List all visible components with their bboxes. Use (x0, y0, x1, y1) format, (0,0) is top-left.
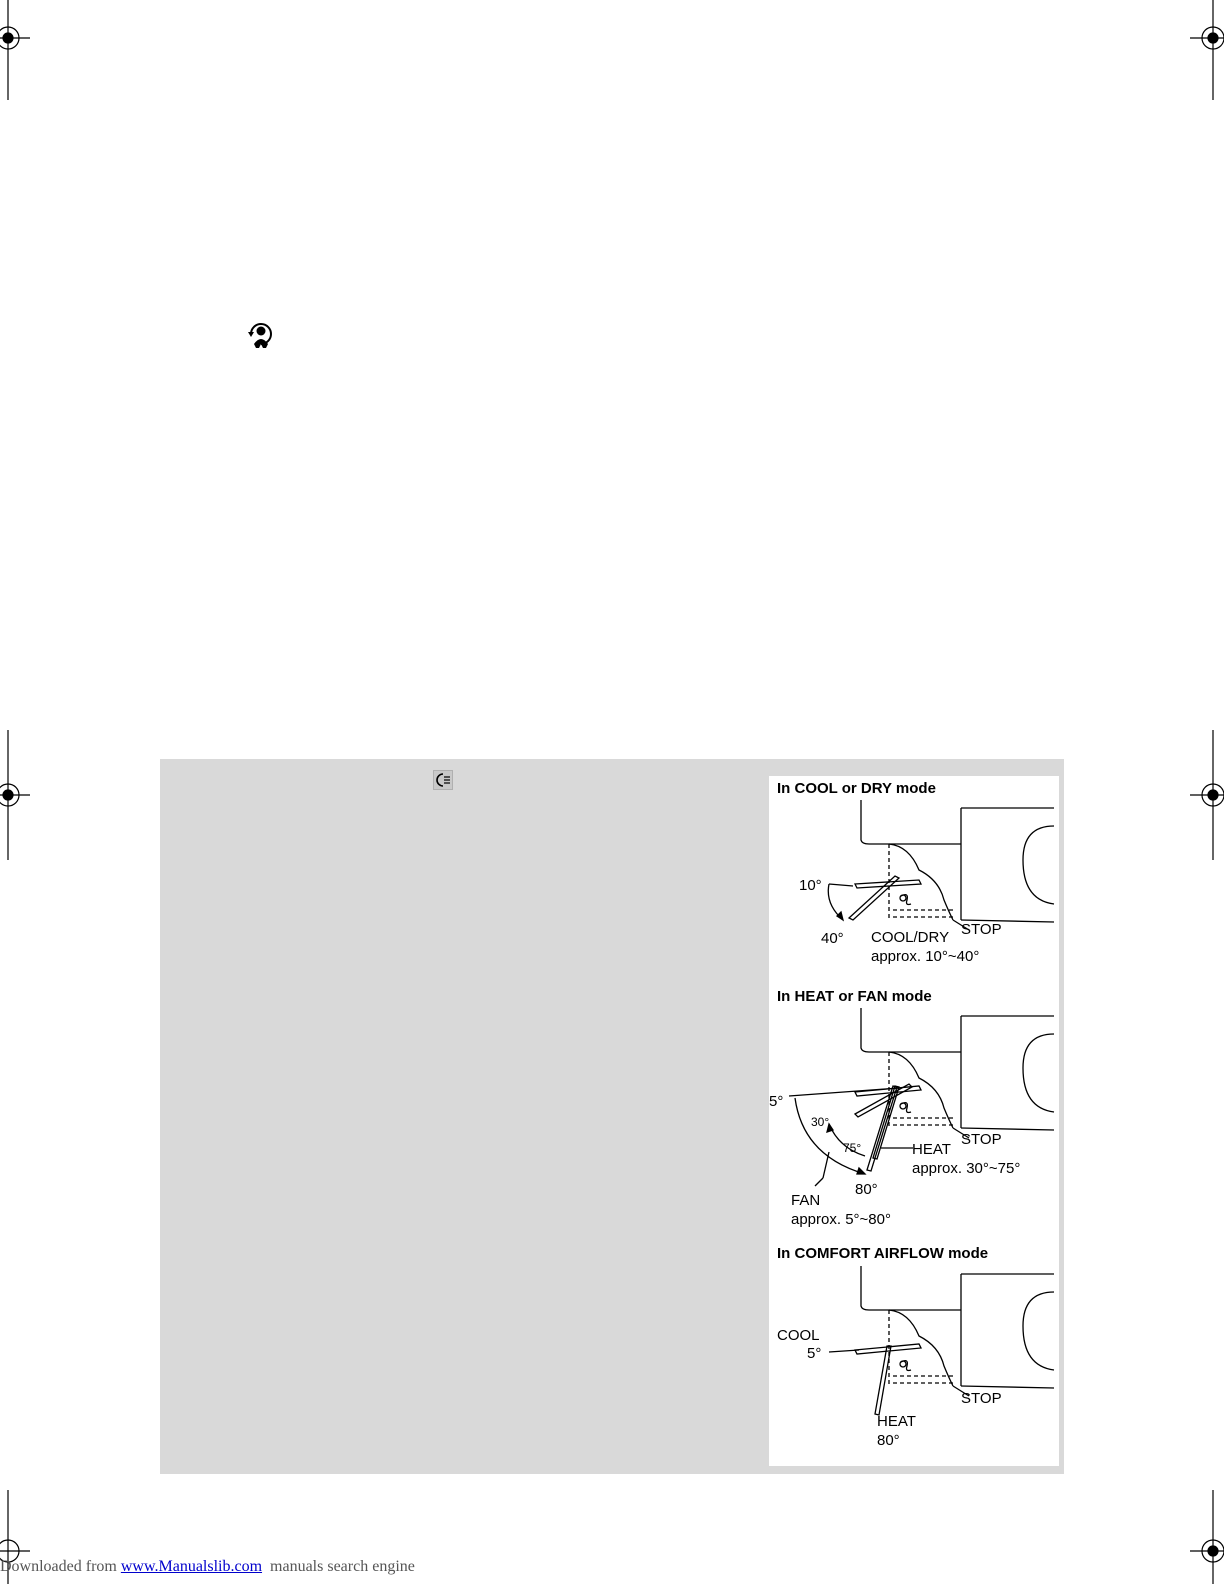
fan-range-label: approx. 5°~80° (791, 1211, 891, 1228)
heat-fan-diagram (769, 1008, 1059, 1233)
cool-dry-angle-40: 40° (821, 930, 844, 947)
footer-suffix: manuals search engine (262, 1558, 415, 1575)
cool-dry-stop-label: STOP (961, 921, 1002, 938)
comfort-cool-angle: 5° (807, 1345, 822, 1362)
airflow-figure (769, 776, 1059, 1466)
comfort-stop-label: STOP (961, 1390, 1002, 1407)
comfort-heat-angle: 80° (877, 1432, 900, 1449)
cool-dry-range-label: approx. 10°~40° (871, 948, 980, 965)
heat-label: HEAT (912, 1141, 951, 1158)
heat-fan-angle-75: 75° (843, 1141, 862, 1155)
person-rotate-icon (246, 320, 276, 350)
heat-fan-angle-80: 80° (855, 1181, 878, 1198)
heat-fan-stop-label: STOP (961, 1131, 1002, 1148)
heat-fan-angle-30: 30° (811, 1115, 830, 1129)
footer-prefix: Downloaded from (0, 1558, 121, 1575)
airflow-direction-icon (433, 770, 453, 790)
fan-label: FAN (791, 1192, 821, 1209)
comfort-diagram (769, 1266, 1059, 1466)
cool-dry-angle-10: 10° (799, 877, 822, 894)
manualslib-link[interactable]: www.Manualslib.com (120, 1558, 263, 1575)
cool-dry-title: In COOL or DRY mode (777, 780, 936, 797)
cool-dry-mode-label: COOL/DRY (871, 929, 950, 946)
comfort-heat-label: HEAT (877, 1413, 916, 1430)
comfort-title: In COMFORT AIRFLOW mode (777, 1245, 989, 1262)
cool-dry-diagram (769, 800, 1059, 980)
download-footer (0, 1558, 415, 1576)
heat-fan-title: In HEAT or FAN mode (777, 988, 932, 1005)
comfort-cool-label: COOL (777, 1327, 820, 1344)
heat-range-label: approx. 30°~75° (912, 1160, 1021, 1177)
heat-fan-angle-5: 5° (769, 1093, 784, 1110)
